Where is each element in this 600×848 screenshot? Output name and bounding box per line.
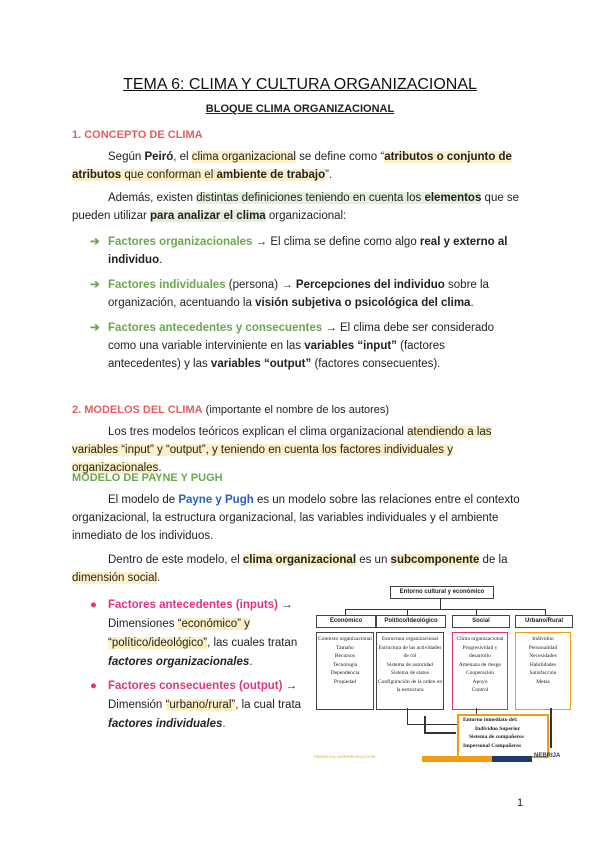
doc-title: TEMA 6: CLIMA Y CULTURA ORGANIZACIONAL bbox=[123, 76, 477, 93]
connector-line bbox=[407, 724, 457, 725]
section-heading-modelos: 2. MODELOS DEL CLIMA (importante el nombre de los autores) bbox=[72, 404, 390, 416]
connector-line bbox=[424, 732, 456, 734]
footer-bar-orange bbox=[422, 756, 492, 762]
bullet-factores-antecedentes: ● Factores antecedentes (inputs) → Dimensiones “económico” y “político/ideológico”, las cuales tratan factores organizacionales. bbox=[90, 596, 305, 672]
payne-pugh-diagram bbox=[312, 586, 572, 766]
column-header-urbano: Urbano/Rural bbox=[515, 615, 573, 628]
paragraph-peiro: Según Peiró, el clima organizacional se define como “atributos o conjunto de atributos que conforman el ambiente de trabajo”. bbox=[72, 151, 512, 181]
paragraph-payne-pugh: El modelo de Payne y Pugh es un modelo sobre las relaciones entre el contexto organizacional, la estructura organizacional, las variables individuales y el ambiente inmediato de los individuos. bbox=[72, 494, 520, 542]
paragraph-subcomponente: Dentro de este modelo, el clima organizacional es un subcomponente de la dimensión social. bbox=[72, 554, 508, 584]
arrow-icon: ➔ bbox=[90, 236, 100, 248]
column-box-urbano: Individuo Personalidad Necesidades Habilidades Satisfacción Metas bbox=[515, 632, 571, 710]
connector-line bbox=[407, 708, 408, 724]
column-box-social: Clima organizacional Progresividad y desarrollo Amenaza de riesgo Cooperación Apoyo Control bbox=[452, 632, 508, 710]
footer-logo: NEBRIJA bbox=[534, 753, 561, 759]
column-header-economico: Económico bbox=[316, 615, 376, 628]
page-number: 1 bbox=[517, 797, 524, 809]
list-item-factores-antecedentes: ➔ Factores antecedentes y consecuentes → El clima debe ser considerado como una variable interviniente en las variables “input” (factores antecedentes) y las variables “output” (factores consecuentes). bbox=[90, 319, 520, 373]
footer-left-text: PERMITIDA LA REPRODUCCIÓN bbox=[314, 754, 376, 759]
list-item-factores-organizacionales: ➔ Factores organizacionales → El clima se define como algo real y externo al individuo. bbox=[90, 233, 520, 269]
column-header-politico: Político/Ideológico bbox=[376, 615, 446, 628]
footer-bar-navy bbox=[492, 756, 532, 762]
paragraph-modelos: Los tres modelos teóricos explican el clima organizacional atendiendo a las variables “input” y “output”, y teniendo en cuenta los factores individuales y organizacionales. bbox=[72, 426, 492, 474]
bottom-box-entorno-inmediato: Entorno inmediato del: Individuo Superior Sistema de compañeros Impersonal Compañeros bbox=[457, 714, 549, 758]
column-header-social: Social bbox=[452, 615, 510, 628]
bullet-factores-consecuentes: ● Factores consecuentes (output) → Dimensión “urbano/rural”, la cual trata factores individuales. bbox=[90, 677, 305, 734]
column-box-politico: Estructura organizacional Estructura de las actividades de rol Sistema de autoridad Sistema de status Configuración de la orden en la estructura bbox=[376, 632, 444, 710]
paragraph-definiciones: Además, existen distintas definiciones teniendo en cuenta los elementos que se pueden utilizar para analizar el clima organizacional: bbox=[72, 192, 520, 222]
bullet-dot-icon: ● bbox=[90, 599, 97, 611]
bullet-dot-icon: ● bbox=[90, 680, 97, 692]
section-heading-payne-pugh: MODELO DE PAYNE Y PUGH bbox=[72, 472, 223, 484]
connector-line bbox=[550, 708, 552, 748]
connector-line bbox=[345, 609, 545, 610]
diagram-top-box: Entorno cultural y económico bbox=[390, 586, 494, 599]
connector-line bbox=[424, 716, 426, 734]
arrow-icon: ➔ bbox=[90, 322, 100, 334]
section-heading-concepto: 1. CONCEPTO DE CLIMA bbox=[72, 129, 203, 141]
connector-line bbox=[440, 598, 441, 609]
doc-subtitle: BLOQUE CLIMA ORGANIZACIONAL bbox=[205, 103, 395, 115]
column-box-economico: Contexto organizacional Tamaño Recursos Tecnología Dependencia Propiedad bbox=[316, 632, 374, 710]
list-item-factores-individuales: ➔ Factores individuales (persona) → Percepciones del individuo sobre la organización, acentuando la visión subjetiva o psicológica del clima. bbox=[90, 276, 520, 312]
arrow-icon: ➔ bbox=[90, 279, 100, 291]
